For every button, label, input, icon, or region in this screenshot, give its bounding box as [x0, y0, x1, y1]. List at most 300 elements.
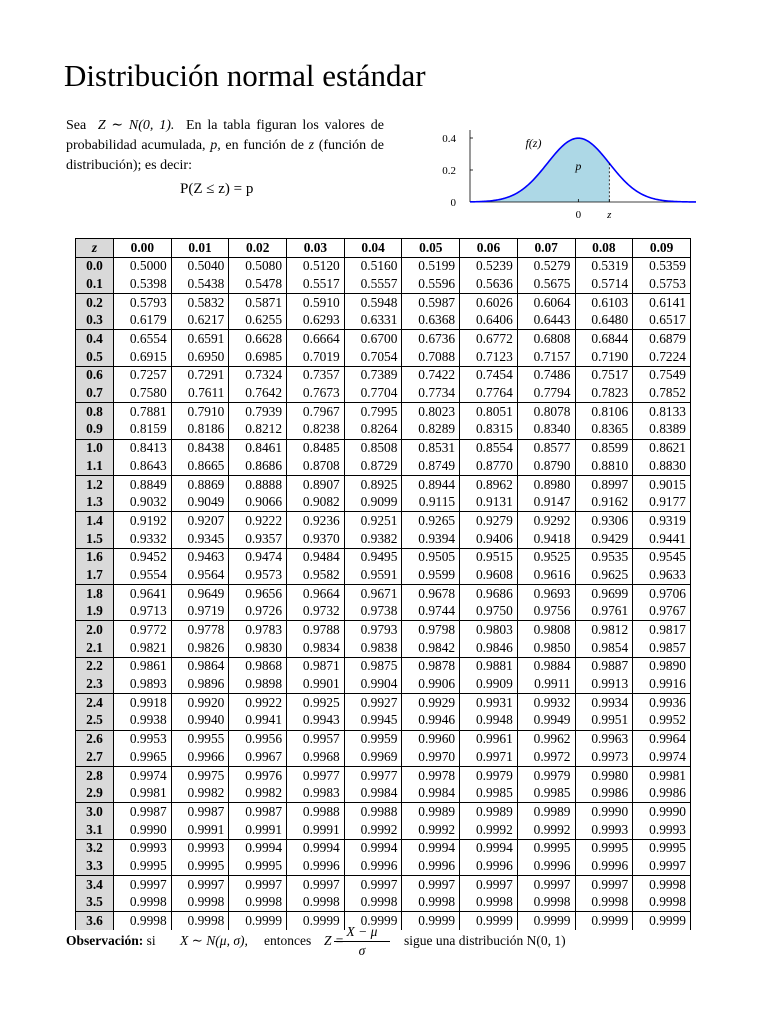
probability-cell: 0.9998	[517, 894, 575, 912]
probability-cell: 0.9854	[575, 639, 633, 657]
probability-cell: 0.9582	[287, 566, 345, 584]
probability-cell: 0.9265	[402, 512, 460, 530]
probability-cell: 0.9946	[402, 712, 460, 730]
probability-cell: 0.9726	[229, 603, 287, 621]
probability-cell: 0.8531	[402, 439, 460, 457]
probability-cell: 0.9131	[460, 494, 518, 512]
probability-cell: 0.9878	[402, 657, 460, 675]
probability-cell: 0.8810	[575, 457, 633, 475]
probability-cell: 0.9957	[287, 730, 345, 748]
probability-cell: 0.9996	[575, 857, 633, 875]
probability-cell: 0.6026	[460, 294, 518, 312]
probability-cell: 0.5000	[114, 257, 172, 275]
probability-cell: 0.9591	[344, 566, 402, 584]
probability-cell: 0.9474	[229, 548, 287, 566]
z-table	[75, 238, 691, 930]
probability-cell: 0.8980	[517, 475, 575, 493]
probability-cell: 0.6406	[460, 312, 518, 330]
probability-cell: 0.9998	[229, 894, 287, 912]
probability-cell: 0.9821	[114, 639, 172, 657]
probability-cell: 0.8315	[460, 421, 518, 439]
probability-cell: 0.9998	[114, 912, 172, 930]
probability-cell: 0.9162	[575, 494, 633, 512]
probability-cell: 0.9904	[344, 676, 402, 694]
probability-cell: 0.9901	[287, 676, 345, 694]
table-row	[76, 457, 691, 475]
probability-cell: 0.9495	[344, 548, 402, 566]
probability-cell: 0.9332	[114, 530, 172, 548]
probability-cell: 0.9896	[171, 676, 229, 694]
probability-cell: 0.9909	[460, 676, 518, 694]
probability-cell: 0.9693	[517, 585, 575, 603]
probability-cell: 0.6293	[287, 312, 345, 330]
probability-cell: 0.9884	[517, 657, 575, 675]
probability-cell: 0.9979	[517, 766, 575, 784]
probability-cell: 0.9998	[171, 912, 229, 930]
probability-cell: 0.9981	[633, 766, 691, 784]
probability-cell: 0.9767	[633, 603, 691, 621]
probability-cell: 0.8925	[344, 475, 402, 493]
probability-cell: 0.9972	[517, 748, 575, 766]
probability-cell: 0.8665	[171, 457, 229, 475]
row-label: 0.7	[76, 385, 114, 403]
probability-cell: 0.9953	[114, 730, 172, 748]
row-label: 0.2	[76, 294, 114, 312]
y-tick-label: 0.2	[442, 165, 456, 177]
probability-cell: 0.8186	[171, 421, 229, 439]
probability-cell: 0.8365	[575, 421, 633, 439]
probability-cell: 0.9898	[229, 676, 287, 694]
row-label: 3.1	[76, 821, 114, 839]
column-header: 0.04	[344, 239, 402, 258]
probability-cell: 0.9991	[287, 821, 345, 839]
probability-cell: 0.9967	[229, 748, 287, 766]
probability-cell: 0.9842	[402, 639, 460, 657]
probability-cell: 0.9992	[460, 821, 518, 839]
probability-cell: 0.9994	[402, 839, 460, 857]
cdf-formula: P(Z ≤ z) = p	[180, 181, 254, 197]
probability-cell: 0.9994	[460, 839, 518, 857]
probability-cell: 0.9991	[229, 821, 287, 839]
probability-cell: 0.9772	[114, 621, 172, 639]
probability-cell: 0.9793	[344, 621, 402, 639]
probability-cell: 0.7291	[171, 366, 229, 384]
probability-cell: 0.9987	[171, 803, 229, 821]
probability-cell: 0.5675	[517, 275, 575, 293]
probability-cell: 0.9965	[114, 748, 172, 766]
probability-cell: 0.8790	[517, 457, 575, 475]
table-row	[76, 312, 691, 330]
probability-cell: 0.9573	[229, 566, 287, 584]
table-row	[76, 494, 691, 512]
row-label: 1.3	[76, 494, 114, 512]
table-row	[76, 766, 691, 784]
probability-cell: 0.9988	[344, 803, 402, 821]
row-label: 1.7	[76, 566, 114, 584]
probability-cell: 0.8508	[344, 439, 402, 457]
probability-cell: 0.9968	[287, 748, 345, 766]
column-header: 0.07	[517, 239, 575, 258]
row-label: 3.2	[76, 839, 114, 857]
table-row	[76, 876, 691, 894]
probability-cell: 0.8051	[460, 403, 518, 421]
probability-cell: 0.8413	[114, 439, 172, 457]
probability-cell: 0.9441	[633, 530, 691, 548]
probability-cell: 0.9998	[171, 894, 229, 912]
probability-cell: 0.9484	[287, 548, 345, 566]
probability-cell: 0.9938	[114, 712, 172, 730]
row-label: 2.3	[76, 676, 114, 694]
row-label: 2.9	[76, 785, 114, 803]
probability-cell: 0.6368	[402, 312, 460, 330]
probability-cell: 0.8238	[287, 421, 345, 439]
row-label: 1.8	[76, 585, 114, 603]
probability-cell: 0.9997	[114, 876, 172, 894]
probability-cell: 0.7257	[114, 366, 172, 384]
probability-cell: 0.9505	[402, 548, 460, 566]
table-row	[76, 730, 691, 748]
probability-cell: 0.5596	[402, 275, 460, 293]
normal-density-chart	[428, 124, 700, 220]
probability-cell: 0.9817	[633, 621, 691, 639]
probability-cell: 0.7967	[287, 403, 345, 421]
probability-cell: 0.9015	[633, 475, 691, 493]
probability-cell: 0.9913	[575, 676, 633, 694]
probability-cell: 0.6985	[229, 348, 287, 366]
probability-cell: 0.9147	[517, 494, 575, 512]
probability-cell: 0.9993	[575, 821, 633, 839]
probability-cell: 0.7517	[575, 366, 633, 384]
probability-cell: 0.9995	[575, 839, 633, 857]
probability-cell: 0.8389	[633, 421, 691, 439]
probability-cell: 0.7764	[460, 385, 518, 403]
row-label: 2.4	[76, 694, 114, 712]
probability-cell: 0.8888	[229, 475, 287, 493]
probability-cell: 0.9812	[575, 621, 633, 639]
probability-cell: 0.5279	[517, 257, 575, 275]
probability-cell: 0.5239	[460, 257, 518, 275]
probability-cell: 0.5793	[114, 294, 172, 312]
page-title: Distribución normal estándar	[64, 58, 426, 93]
probability-cell: 0.5517	[287, 275, 345, 293]
probability-cell: 0.9996	[460, 857, 518, 875]
curve-label: f(z)	[525, 135, 542, 150]
probability-cell: 0.9949	[517, 712, 575, 730]
probability-cell: 0.5910	[287, 294, 345, 312]
probability-cell: 0.9418	[517, 530, 575, 548]
row-label: 3.0	[76, 803, 114, 821]
probability-cell: 0.9732	[287, 603, 345, 621]
probability-cell: 0.9633	[633, 566, 691, 584]
probability-cell: 0.9994	[229, 839, 287, 857]
probability-cell: 0.6255	[229, 312, 287, 330]
table-row	[76, 657, 691, 675]
probability-cell: 0.9319	[633, 512, 691, 530]
probability-cell: 0.7642	[229, 385, 287, 403]
probability-cell: 0.9906	[402, 676, 460, 694]
probability-cell: 0.9994	[344, 839, 402, 857]
probability-cell: 0.9222	[229, 512, 287, 530]
probability-cell: 0.8212	[229, 421, 287, 439]
probability-cell: 0.9664	[287, 585, 345, 603]
probability-cell: 0.9995	[114, 857, 172, 875]
row-label: 0.9	[76, 421, 114, 439]
probability-cell: 0.9980	[575, 766, 633, 784]
table-body	[76, 257, 691, 930]
table-row	[76, 676, 691, 694]
row-label: 0.4	[76, 330, 114, 348]
probability-cell: 0.9406	[460, 530, 518, 548]
probability-cell: 0.8264	[344, 421, 402, 439]
probability-cell: 0.9564	[171, 566, 229, 584]
probability-cell: 0.5714	[575, 275, 633, 293]
probability-cell: 0.9744	[402, 603, 460, 621]
probability-cell: 0.5753	[633, 275, 691, 293]
probability-cell: 0.9994	[287, 839, 345, 857]
probability-cell: 0.7454	[460, 366, 518, 384]
row-label: 1.6	[76, 548, 114, 566]
row-label: 3.4	[76, 876, 114, 894]
probability-cell: 0.9936	[633, 694, 691, 712]
row-label: 0.1	[76, 275, 114, 293]
row-label: 1.4	[76, 512, 114, 530]
table-row	[76, 803, 691, 821]
probability-cell: 0.9984	[402, 785, 460, 803]
probability-cell: 0.7123	[460, 348, 518, 366]
probability-cell: 0.9066	[229, 494, 287, 512]
probability-cell: 0.9951	[575, 712, 633, 730]
probability-cell: 0.9875	[344, 657, 402, 675]
probability-cell: 0.9990	[575, 803, 633, 821]
probability-cell: 0.9970	[402, 748, 460, 766]
probability-cell: 0.8770	[460, 457, 518, 475]
probability-cell: 0.7054	[344, 348, 402, 366]
probability-cell: 0.5120	[287, 257, 345, 275]
probability-cell: 0.6700	[344, 330, 402, 348]
probability-cell: 0.6517	[633, 312, 691, 330]
probability-cell: 0.6064	[517, 294, 575, 312]
probability-cell: 0.9750	[460, 603, 518, 621]
probability-cell: 0.9981	[114, 785, 172, 803]
x-tick-label: z	[607, 209, 612, 220]
probability-cell: 0.9251	[344, 512, 402, 530]
probability-cell: 0.9995	[517, 839, 575, 857]
probability-cell: 0.5557	[344, 275, 402, 293]
x-tick-label: 0	[575, 209, 582, 220]
table-row	[76, 439, 691, 457]
probability-cell: 0.6808	[517, 330, 575, 348]
probability-cell: 0.9941	[229, 712, 287, 730]
row-label: 3.3	[76, 857, 114, 875]
probability-cell: 0.8289	[402, 421, 460, 439]
probability-cell: 0.9357	[229, 530, 287, 548]
table-row	[76, 348, 691, 366]
probability-cell: 0.7324	[229, 366, 287, 384]
table-row	[76, 330, 691, 348]
probability-cell: 0.9608	[460, 566, 518, 584]
probability-cell: 0.9535	[575, 548, 633, 566]
intro-z-distribution: Z ∼ N(0, 1).	[97, 118, 175, 133]
row-label: 2.8	[76, 766, 114, 784]
probability-cell: 0.9960	[402, 730, 460, 748]
table-row	[76, 857, 691, 875]
table-row	[76, 821, 691, 839]
probability-cell: 0.5948	[344, 294, 402, 312]
fraction-denominator: σ	[358, 943, 366, 958]
probability-cell: 0.9656	[229, 585, 287, 603]
probability-cell: 0.8907	[287, 475, 345, 493]
probability-cell: 0.9996	[344, 857, 402, 875]
probability-cell: 0.9985	[517, 785, 575, 803]
probability-cell: 0.9986	[633, 785, 691, 803]
probability-cell: 0.9515	[460, 548, 518, 566]
probability-cell: 0.5987	[402, 294, 460, 312]
probability-cell: 0.9995	[229, 857, 287, 875]
row-label: 3.5	[76, 894, 114, 912]
probability-cell: 0.9993	[114, 839, 172, 857]
probability-cell: 0.9998	[633, 894, 691, 912]
probability-cell: 0.7549	[633, 366, 691, 384]
probability-cell: 0.7224	[633, 348, 691, 366]
row-label: 1.5	[76, 530, 114, 548]
probability-cell: 0.9952	[633, 712, 691, 730]
probability-cell: 0.6179	[114, 312, 172, 330]
probability-cell: 0.9997	[287, 876, 345, 894]
probability-cell: 0.9934	[575, 694, 633, 712]
probability-cell: 0.8729	[344, 457, 402, 475]
row-label: 0.8	[76, 403, 114, 421]
probability-cell: 0.9987	[114, 803, 172, 821]
probability-cell: 0.9887	[575, 657, 633, 675]
probability-cell: 0.9997	[344, 876, 402, 894]
probability-cell: 0.9686	[460, 585, 518, 603]
probability-cell: 0.9049	[171, 494, 229, 512]
probability-cell: 0.5319	[575, 257, 633, 275]
probability-cell: 0.9846	[460, 639, 518, 657]
probability-cell: 0.8643	[114, 457, 172, 475]
probability-cell: 0.8621	[633, 439, 691, 457]
probability-cell: 0.9881	[460, 657, 518, 675]
corner-header: z	[76, 239, 114, 258]
probability-cell: 0.5478	[229, 275, 287, 293]
probability-cell: 0.9997	[575, 876, 633, 894]
probability-cell: 0.9207	[171, 512, 229, 530]
probability-cell: 0.6879	[633, 330, 691, 348]
probability-cell: 0.9986	[575, 785, 633, 803]
table-row	[76, 366, 691, 384]
probability-cell: 0.9996	[287, 857, 345, 875]
table-row	[76, 403, 691, 421]
probability-cell: 0.9830	[229, 639, 287, 657]
table-row	[76, 712, 691, 730]
probability-cell: 0.9616	[517, 566, 575, 584]
table-row	[76, 894, 691, 912]
probability-cell: 0.9993	[171, 839, 229, 857]
probability-cell: 0.9999	[344, 912, 402, 930]
probability-cell: 0.9943	[287, 712, 345, 730]
probability-cell: 0.9920	[171, 694, 229, 712]
probability-cell: 0.9236	[287, 512, 345, 530]
probability-cell: 0.9940	[171, 712, 229, 730]
probability-cell: 0.9857	[633, 639, 691, 657]
probability-cell: 0.9925	[287, 694, 345, 712]
intro-text-1: Sea	[66, 118, 87, 133]
probability-cell: 0.5438	[171, 275, 229, 293]
table-row	[76, 475, 691, 493]
y-tick-label: 0.4	[442, 133, 456, 145]
probability-cell: 0.9082	[287, 494, 345, 512]
probability-cell: 0.9871	[287, 657, 345, 675]
y-tick-label: 0	[450, 197, 456, 209]
probability-cell: 0.5160	[344, 257, 402, 275]
table-row	[76, 421, 691, 439]
probability-cell: 0.9370	[287, 530, 345, 548]
probability-cell: 0.9177	[633, 494, 691, 512]
probability-cell: 0.7794	[517, 385, 575, 403]
probability-cell: 0.9993	[633, 821, 691, 839]
probability-cell: 0.9893	[114, 676, 172, 694]
probability-cell: 0.5636	[460, 275, 518, 293]
probability-cell: 0.9987	[229, 803, 287, 821]
probability-cell: 0.9982	[229, 785, 287, 803]
table-row	[76, 748, 691, 766]
table-row	[76, 639, 691, 657]
probability-cell: 0.9719	[171, 603, 229, 621]
probability-cell: 0.9977	[287, 766, 345, 784]
table-row	[76, 275, 691, 293]
probability-cell: 0.9974	[633, 748, 691, 766]
probability-cell: 0.9916	[633, 676, 691, 694]
probability-cell: 0.9997	[633, 857, 691, 875]
probability-cell: 0.6331	[344, 312, 402, 330]
table-row	[76, 694, 691, 712]
probability-cell: 0.5040	[171, 257, 229, 275]
probability-cell: 0.9999	[575, 912, 633, 930]
probability-cell: 0.6844	[575, 330, 633, 348]
probability-cell: 0.5871	[229, 294, 287, 312]
probability-cell: 0.9545	[633, 548, 691, 566]
row-label: 1.2	[76, 475, 114, 493]
probability-cell: 0.8708	[287, 457, 345, 475]
probability-cell: 0.9995	[633, 839, 691, 857]
row-label: 1.9	[76, 603, 114, 621]
probability-cell: 0.8340	[517, 421, 575, 439]
probability-cell: 0.9999	[517, 912, 575, 930]
probability-cell: 0.9671	[344, 585, 402, 603]
probability-cell: 0.9979	[460, 766, 518, 784]
probability-cell: 0.9032	[114, 494, 172, 512]
column-header: 0.01	[171, 239, 229, 258]
row-label: 1.0	[76, 439, 114, 457]
probability-cell: 0.8023	[402, 403, 460, 421]
table-row	[76, 385, 691, 403]
observation-text-3: sigue una distribución N(0, 1)	[404, 933, 566, 948]
probability-cell: 0.9345	[171, 530, 229, 548]
probability-cell: 0.9989	[460, 803, 518, 821]
probability-cell: 0.9115	[402, 494, 460, 512]
column-header: 0.06	[460, 239, 518, 258]
probability-cell: 0.7673	[287, 385, 345, 403]
probability-cell: 0.6772	[460, 330, 518, 348]
probability-cell: 0.7881	[114, 403, 172, 421]
probability-cell: 0.5359	[633, 257, 691, 275]
row-label: 2.5	[76, 712, 114, 730]
fraction-numerator: X − μ	[334, 924, 390, 942]
probability-cell: 0.9997	[229, 876, 287, 894]
table-row	[76, 603, 691, 621]
probability-cell: 0.7995	[344, 403, 402, 421]
probability-cell: 0.9999	[402, 912, 460, 930]
